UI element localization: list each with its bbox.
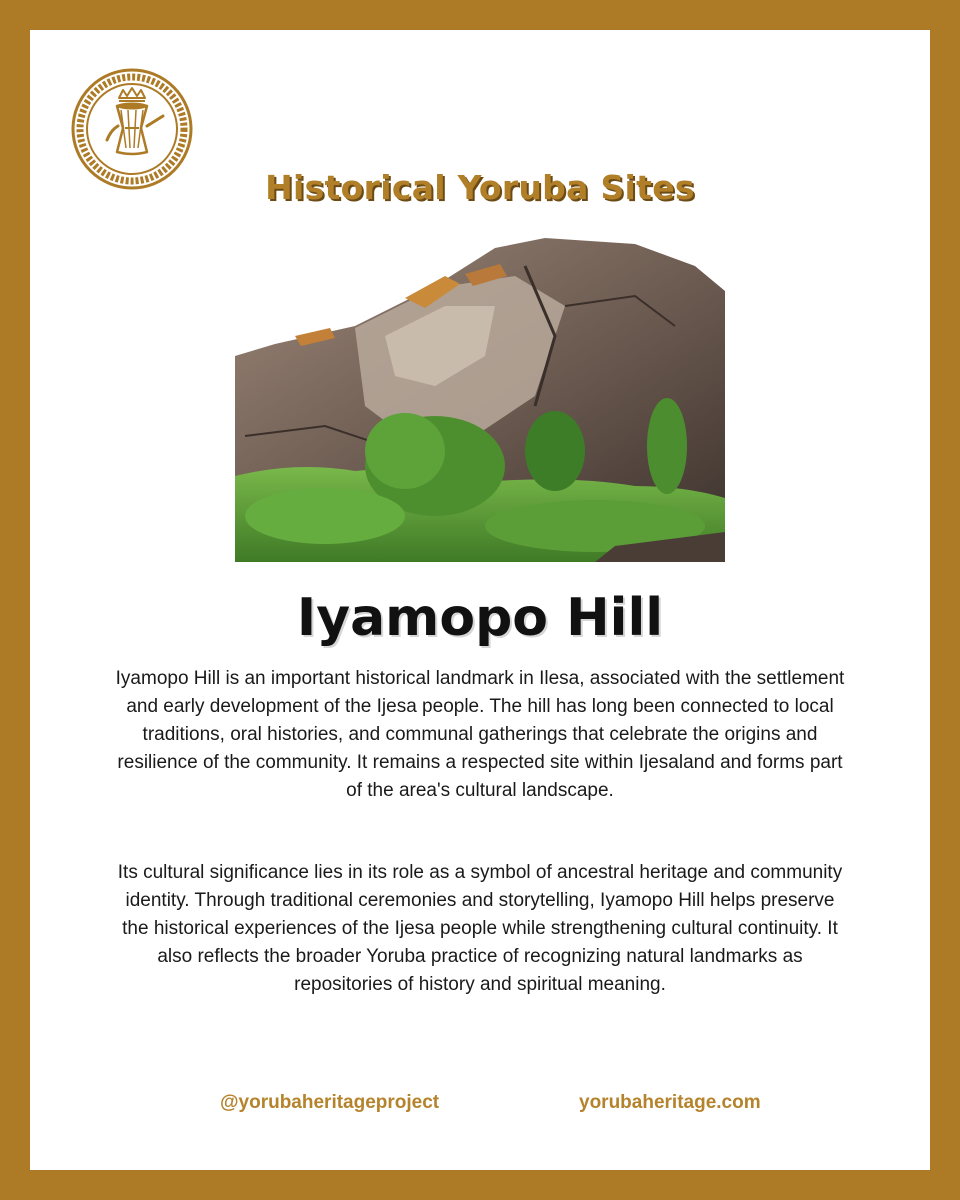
photo-rocky-hill-with-vegetation <box>235 236 725 562</box>
description-paragraph-2: Its cultural significance lies in its role as a symbol of ancestral heritage and community identity. Through traditional ceremonies and storytelling, Iyamopo Hill helps preserve the historical experiences of the Ijesa people while strengthening cultural continuity. It also reflects the broader Yoruba practice of recognizing natural landmarks as repositories of history and spiritual meaning. <box>117 862 843 995</box>
series-title: Historical Yoruba Sites <box>265 168 695 207</box>
social-handle-link[interactable]: @yorubaheritageproject <box>220 1092 440 1113</box>
content-card <box>30 30 930 1170</box>
site-title: Iyamopo Hill <box>296 588 664 648</box>
description-paragraph-1: Iyamopo Hill is an important historical landmark in Ilesa, associated with the settlement and early development of the Ijesa people. The hill has long been connected to local traditions, oral histories, and communal gatherings that celebrate the origins and resilience of the community. It remains a respected site within Ijesaland and forms part of the area's cultural landscape. <box>115 668 845 801</box>
website-link[interactable]: yorubaheritage.com <box>579 1092 761 1113</box>
